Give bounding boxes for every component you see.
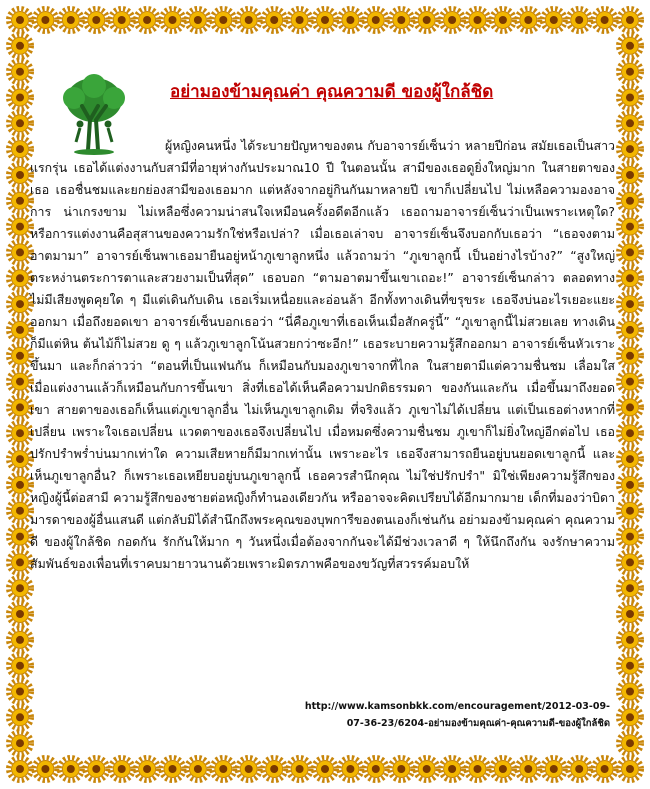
sun-icon <box>491 9 514 32</box>
sun-icon <box>161 758 184 781</box>
sun-icon <box>9 112 32 135</box>
sun-icon <box>9 189 32 212</box>
sun-icon <box>9 138 32 161</box>
sun-icon <box>9 525 32 548</box>
sun-icon <box>212 9 235 32</box>
sun-icon <box>9 293 32 316</box>
sun-icon <box>390 758 413 781</box>
sun-icon <box>619 9 642 32</box>
sun-icon <box>466 9 489 32</box>
sun-icon <box>9 34 32 57</box>
sun-icon <box>568 9 591 32</box>
sun-icon <box>9 164 32 187</box>
sun-icon <box>593 9 616 32</box>
document-title: อย่ามองข้ามคุณค่า คุณความดี ของผู้ใกล้ชิด <box>170 82 494 102</box>
sun-icon <box>9 551 32 574</box>
source-link[interactable]: http://www.kamsonbkk.com/encouragement/2012-03-09-07-36-23/6204-อย่ามองข้ามคุณค่า-คุณความดี-ของผู้ใกล้ชิด <box>304 701 610 729</box>
sun-icon <box>9 473 32 496</box>
sun-icon <box>619 654 642 677</box>
sun-icon <box>9 448 32 471</box>
sun-icon <box>314 9 337 32</box>
sun-icon <box>9 241 32 264</box>
sun-icon <box>619 86 642 109</box>
sun-icon <box>186 758 209 781</box>
sun-icon <box>9 758 32 781</box>
sun-icon <box>491 758 514 781</box>
sun-icon <box>619 732 642 755</box>
sun-icon <box>619 267 642 290</box>
sun-icon <box>619 318 642 341</box>
sun-icon <box>619 628 642 651</box>
sun-icon <box>517 9 540 32</box>
sun-icon <box>364 758 387 781</box>
sun-icon <box>34 9 57 32</box>
sun-icon <box>9 60 32 83</box>
sun-icon <box>9 267 32 290</box>
sun-icon <box>619 680 642 703</box>
sun-icon <box>9 603 32 626</box>
sun-icon <box>619 293 642 316</box>
sun-icon <box>9 86 32 109</box>
sun-icon <box>390 9 413 32</box>
sun-icon <box>619 60 642 83</box>
sun-icon <box>34 758 57 781</box>
sun-icon <box>619 215 642 238</box>
sun-icon <box>9 732 32 755</box>
sun-icon <box>186 9 209 32</box>
document-page <box>30 40 615 749</box>
sun-icon <box>619 189 642 212</box>
sun-icon <box>619 603 642 626</box>
sun-icon <box>9 577 32 600</box>
sun-icon <box>619 370 642 393</box>
sun-icon <box>85 758 108 781</box>
sun-icon <box>110 9 133 32</box>
sun-icon <box>619 164 642 187</box>
sun-icon <box>619 241 642 264</box>
sun-icon <box>9 215 32 238</box>
sun-icon <box>339 9 362 32</box>
sun-icon <box>59 758 82 781</box>
sun-icon <box>59 9 82 32</box>
sun-icon <box>619 499 642 522</box>
sun-icon <box>9 499 32 522</box>
sun-icon <box>619 525 642 548</box>
sun-icon <box>9 396 32 419</box>
sun-icon <box>619 138 642 161</box>
document-body: ผู้หญิงคนหนึ่ง ได้ระบายปัญหาของตน กับอาจารย์เซ็นว่า หลายปีก่อน สมัยเธอเป็นสาวแรกรุ่น เธอได้แต่งงานกับสามีที่อายุห่างกันประมาณ10 ปี ในตอนนั้น สามีของเธอดูยิ่งใหญ่มาก ในสายตาของเธอ เธอชื่นชมและยกย่องสามีของเธอมาก แต่หลังจากอยู่กินกันมาหลายปี เขาก็เปลี่ยนไป ไม่เหลือความองอาจการ น่าเกรงขาม ไม่เหลือซึ่งความน่าสนใจเหมือนครั้งอดีตอีกแล้ว เธอถามอาจารย์เซ็นว่าเป็นเพราะเหตุใด? หรือการแต่งงานคือสุสานของความรักใช่หรือเปล่า? เมื่อเธอเล่าจบ อาจารย์เซ็นจึงบอกกับเธอว่า “เธอจงตามอาตมามา” อาจารย์เซ็นพาเธอมายืนอยู่หน้าภูเขาลูกหนึ่ง แล้วถามว่า “ภูเขาลูกนี้ เป็นอย่างไรบ้าง?” “สูงใหญ่ ตระหง่านตระการตาและสวยงามเป็นที่สุด” เธอบอก “ตามอาตมาขึ้นเขาเถอะ!” อาจารย์เซ็นกล่าว ตลอดทางไม่มีเสียงพูดคุยใด ๆ มีแต่เดินกับเดิน เธอเริ่มเหนื่อยและอ่อนล้า อีกทั้งทางเดินที่ขรุขระ เธอจึงบ่นอะไรเยอะแยะออกมา เมื่อถึงยอดเขา อาจารย์เซ็นบอกเธอว่า “นี่คือภูเขาที่เธอเห็นเมื่อสักครู่นี้” “ภูเขาลูกนี้ไม่สวยเลย ทางเดินก็มีแต่หิน ต้นไม้ก็ไม่สวย ดู ๆ แล้วภูเขาลูกโน้นสวยกว่าซะอีก!” เธอระบายความรู้สึกออกมา อาจารย์เซ็นหัวเราะขึ้นมา และก็กล่าวว่า “ตอนที่เป็นแฟนกัน ก็เหมือนกับมองภูเขาจากที่ไกล ในสายตามีแต่ความชื่นชม เลื่อมใส เมื่อแต่งงานแล้วก็เหมือนกับการขึ้นเขา สิ่งที่เธอได้เห็นคือความปกติธรรมดา ของกันและกัน เมื่อขึ้นมาถึงยอดเขา สายตาของเธอก็เห็นแต่ภูเขาลูกอื่น ไม่เห็นภูเขาลูกเดิม ที่จริงแล้ว ภูเขาไม่ได้เปลี่ยน แต่เป็นเธอต่างหากที่เปลี่ยน เพราะใจเธอเปลี่ยน แวดตาของเธอจึงเปลี่ยนไป เมื่อหมดซึ่งความชื่นชม ภูเขาก็ไม่ยิ่งใหญ่อีกต่อไป เธอปรักปรำพร่ำบ่นมากเท่าใด ความเสียหายก็มีมากเท่านั้น เพราะอะไร เธอจึงสามารถยืนอยู่บนยอดเขาลูกนี้ และเห็นภูเขาลูกอื่น? ก็เพราะเธอเหยียบอยู่บนภูเขาลูกนี้ เธอควรสำนึกคุณ ไม่ใช่ปรักปรำ" มิใช่เพียงความรู้สึกของหญิงผู้นี้ต่อสามี ความรู้สึกของชายต่อหญิงก็ทำนองเดียวกัน หรืออาจจะคิดเปรียบได้อีกมากมาย เด็กที่มองว่าบิดามารดาของผู้อื่นแสนดี แต่กลับมิได้สำนึกถึงพระคุณของบุพการีของตนเองก็เช่นกัน อย่ามองข้ามคุณค่า คุณความดี ของผู้ใกล้ชิด กอดกัน รักกันให้มาก ๆ วันหนึ่งเมื่อต้องจากกันจะได้มีช่วงเวลาดี ๆ ให้นึกถึงกัน จงรักษาความสัมพันธ์ของเพื่อนที่เราคบมายาวนานด้วยเพราะมิตรภาพคือของขวัญที่สวรรค์มอบให้ <box>30 138 615 571</box>
sun-icon <box>9 628 32 651</box>
sun-icon <box>237 9 260 32</box>
sun-icon <box>619 344 642 367</box>
sun-icon <box>136 758 159 781</box>
sun-icon <box>212 758 235 781</box>
sun-icon <box>9 654 32 677</box>
sun-icon <box>85 9 108 32</box>
sun-icon <box>619 112 642 135</box>
sun-icon <box>9 370 32 393</box>
sun-icon <box>517 758 540 781</box>
sun-icon <box>441 758 464 781</box>
sun-icon <box>619 473 642 496</box>
sun-icon <box>9 344 32 367</box>
sun-icon <box>619 396 642 419</box>
sun-icon <box>263 758 286 781</box>
sun-icon <box>542 758 565 781</box>
sun-icon <box>9 9 32 32</box>
sun-icon <box>9 422 32 445</box>
sun-icon <box>441 9 464 32</box>
sun-icon <box>9 706 32 729</box>
sun-icon <box>263 9 286 32</box>
sun-icon <box>619 422 642 445</box>
sun-icon <box>110 758 133 781</box>
sun-icon <box>288 9 311 32</box>
sun-icon <box>593 758 616 781</box>
sun-icon <box>136 9 159 32</box>
sun-icon <box>237 758 260 781</box>
sun-icon <box>364 9 387 32</box>
sun-icon <box>415 758 438 781</box>
sun-icon <box>542 9 565 32</box>
sun-icon <box>619 706 642 729</box>
sun-icon <box>568 758 591 781</box>
sun-icon <box>415 9 438 32</box>
sun-icon <box>619 448 642 471</box>
sun-icon <box>9 680 32 703</box>
sun-icon <box>466 758 489 781</box>
sun-icon <box>619 34 642 57</box>
sun-icon <box>339 758 362 781</box>
sun-icon <box>314 758 337 781</box>
sun-icon <box>161 9 184 32</box>
sun-icon <box>9 318 32 341</box>
sun-icon <box>619 551 642 574</box>
sun-icon <box>619 577 642 600</box>
sun-icon <box>619 758 642 781</box>
sun-icon <box>288 758 311 781</box>
